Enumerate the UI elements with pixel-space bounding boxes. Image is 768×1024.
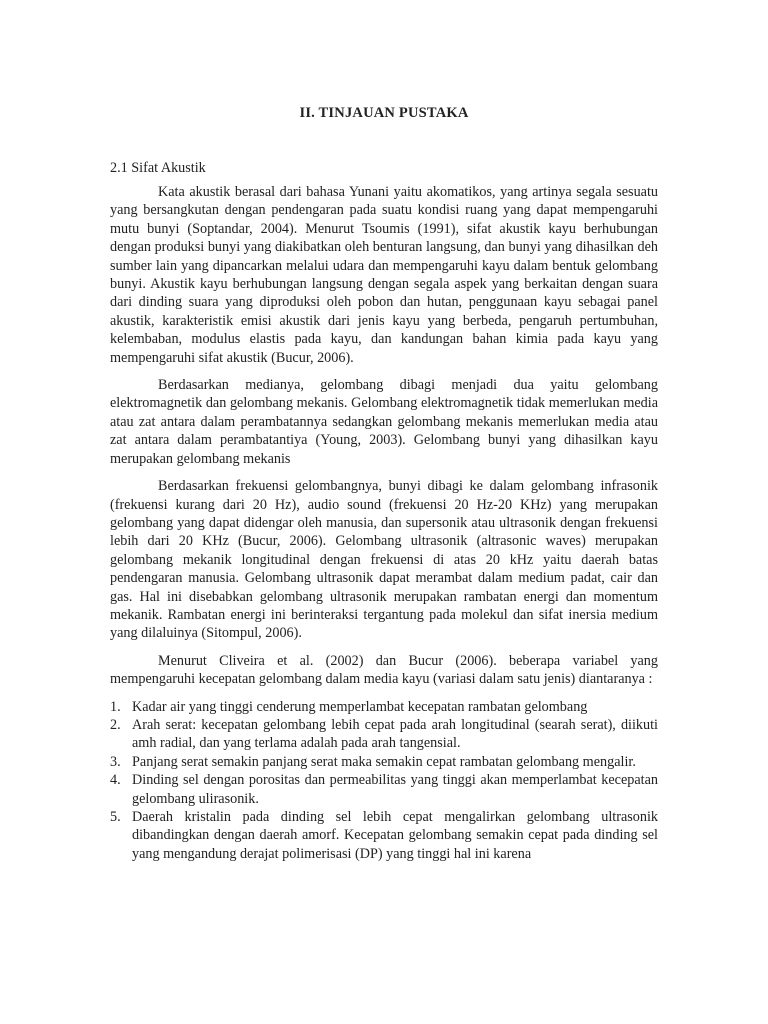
list-item-text: Kadar air yang tinggi cenderung memperlambat kecepatan rambatan gelombang	[132, 698, 588, 715]
list-item	[110, 698, 658, 716]
paragraph-1: Kata akustik berasal dari bahasa Yunani yaitu akomatikos, yang artinya segala sesuatu yang bersangkutan dengan pendengaran pada suatu kondisi ruang yang dapat mempengaruhi mutu bunyi (Soptandar, 2004). Menurut Tsoumis (1991), sifat akustik kayu berhubungan dengan produksi bunyi yang diakibatkan oleh benturan langsung, dan bunyi yang dihasilkan deh sumber lain yang dipancarkan melalui udara dan mempengaruhi kayu dalam bentuk gelombang bunyi. Akustik kayu berhubungan langsung dengan segala aspek yang berkaitan dengan suara dari dinding suara yang diproduksi oleh pobon dan hutan, penggunaan kayu sebagai panel akustik, karakteristik emisi akustik dari jenis kayu yang berbeda, pengaruh pertumbuhan, kelembaban, modulus elastis pada kayu, dan kandungan bahan kimia pada kayu yang mempengaruhi sifat akustik (Bucur, 2006).	[110, 184, 658, 366]
list-item-number: 3.	[110, 753, 121, 770]
paragraph-4: Menurut Cliveira et al. (2002) dan Bucur (2006). beberapa variabel yang mempengaruhi kecepatan gelombang dalam media kayu (variasi dalam satu jenis) diantaranya :	[110, 652, 658, 688]
list-item	[110, 808, 658, 863]
list-item-text: Panjang serat semakin panjang serat maka semakin cepat rambatan gelombang mengalir.	[132, 753, 636, 770]
paragraph-3: Berdasarkan frekuensi gelombangnya, bunyi dibagi ke dalam gelombang infrasonik (frekuensi kurang dari 20 Hz), audio sound (frekuensi 20 Hz-20 KHz) yang merupakan gelombang yang dapat didengar oleh manusia, dan supersonik atau ultrasonik dengan frekuensi lebih dari 20 KHz (Bucur, 2006). Gelombang ultrasonik (altrasonic waves) merupakan gelombang mekanik longitudinal dengan frekuensi di atas 20 kHz yaitu daerah batas pendengaran manusia. Gelombang ultrasonik dapat merambat dalam medium padat, cair dan gas. Hal ini disebabkan gelombang ultrasonik merupakan rambatan energi dan momentum mekanik. Rambatan energi ini berinteraksi tergantung pada molekul dan sifat inersia medium yang dilaluinya (Sitompul, 2006).	[110, 478, 658, 642]
list-item-text: Arah serat: kecepatan gelombang lebih cepat pada arah longitudinal (searah serat), diikuti amh radial, dan yang terlama adalah pada arah tangensial.	[132, 716, 658, 752]
list-item	[110, 771, 658, 808]
paragraph-2: Berdasarkan medianya, gelombang dibagi menjadi dua yaitu gelombang elektromagnetik dan gelombang mekanis. Gelombang elektromagnetik tidak memerlukan media atau zat antara dalam perambatannya sedangkan gelombang mekanis memerlukan media atau zat antara dalam perambatantiya (Young, 2003). Gelombang bunyi yang dihasilkan kayu merupakan gelombang mekanis	[110, 377, 658, 467]
page-title: II. TINJAUAN PUSTAKA	[299, 105, 469, 121]
numbered-list	[110, 698, 658, 864]
list-item-text: Dinding sel dengan porositas dan permeabilitas yang tinggi akan memperlambat kecepatan gelombang ulirasonik.	[132, 772, 658, 807]
section-heading: 2.1 Sifat Akustik	[110, 160, 206, 176]
list-item	[110, 716, 658, 753]
list-item-number: 1.	[110, 698, 121, 715]
list-item	[110, 753, 658, 771]
list-item-number: 4.	[110, 772, 121, 789]
list-item-text: Daerah kristalin pada dinding sel lebih cepat mengalirkan gelombang ultrasonik dibandingkan dengan daerah amorf. Kecepatan gelombang semakin cepat pada dinding sel yang mengandung derajat polimerisasi (DP) yang tinggi hal ini karena	[132, 809, 658, 862]
list-item-number: 2.	[110, 716, 121, 733]
body-text	[110, 183, 658, 863]
list-item-number: 5.	[110, 809, 121, 825]
